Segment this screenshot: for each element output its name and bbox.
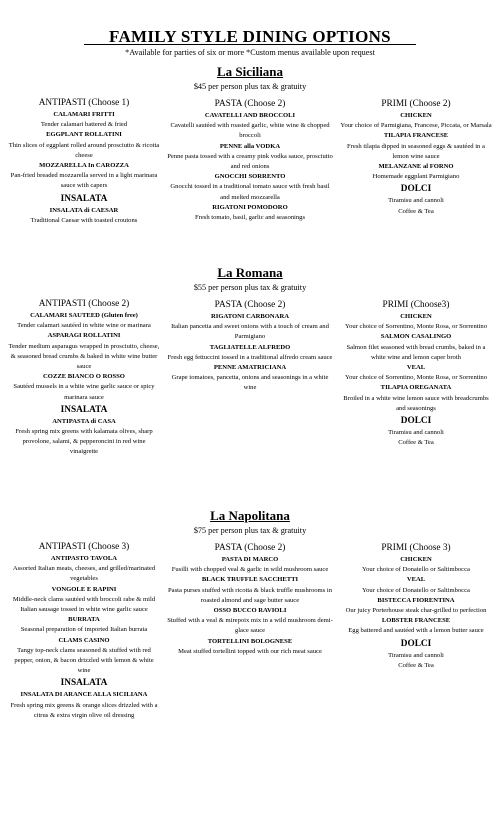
dish-name: ANTIPASTA di CASA <box>52 417 116 425</box>
dish-description: Fusilli with chopped veal & garlic in wild mushroom sauce <box>171 566 329 574</box>
dish-description: Middle-neck clams sautéed with broccoli rabe & mild Italian sausage tossed in white wine garlic sauce <box>12 595 156 614</box>
menu-column <box>8 298 160 458</box>
course-heading: PASTA (Choose 2) <box>214 99 286 109</box>
sub-course-heading: DOLCI <box>400 638 432 649</box>
dish-description: Gnocchi tossed in a traditional tomato sauce with fresh basil and melted mozzarella <box>170 183 330 201</box>
course-heading: ANTIPASTI (Choose 2) <box>38 299 130 309</box>
dish-description: Fresh spring mix greens with kalamata olives, sharp provolone, salami, & pepperoncini in red wine vinaigrette <box>15 428 153 456</box>
dish-description: Grape tomatoes, pancetta, onions and seasonings in a white wine <box>171 374 329 392</box>
dish-name: MOZZARELLA In CAROZZA <box>39 162 129 170</box>
dish-description: Your choice of Sorrentino, Monte Rosa, or Sorrentino <box>345 374 487 382</box>
dish-description: Coffee & Tea <box>398 439 434 447</box>
dish-description: Italian pancetta and sweet onions with a touch of cream and Parmigiano <box>171 323 329 341</box>
dish-name: PASTA DI MARCO <box>221 556 279 563</box>
menu-header <box>0 0 500 58</box>
menu-column <box>340 542 492 671</box>
dish-description: Tangy top-neck clams seasoned & stuffed with red pepper, onion, & bacon drizzled with lemon & white wine <box>14 646 154 675</box>
dish-name: TILAPIA OREGANATA <box>380 384 452 392</box>
dish-name: CLAMS CASINO <box>58 636 110 644</box>
dish-name: PENNE AMATRICIANA <box>213 364 287 372</box>
dish-name: OSSO BUCCO RAVIOLI <box>213 607 287 615</box>
dish-description: Meat stuffed tortellini topped with our rich meat sauce <box>178 647 322 655</box>
dish-description: Tiramisu and cannoli <box>388 651 444 659</box>
sub-course-heading: INSALATA <box>60 404 108 415</box>
dish-name: TAGLIATELLE ALFREDO <box>209 343 291 351</box>
dish-name: BURRATA <box>68 616 100 624</box>
dish-description: Fresh egg fettuccini tossed in a traditional alfredo cream sauce <box>167 353 333 361</box>
menu-column <box>166 542 334 657</box>
dish-name: CHICKEN <box>400 112 432 119</box>
menu-column <box>166 98 334 223</box>
section-price: $75 per person plus tax & gratuity <box>193 526 307 535</box>
dish-description: Pan-fried breaded mozzarella served in a light marinara sauce with capers <box>10 172 158 190</box>
dish-description: Tender calamari sautéed in white wine or marinara <box>17 322 151 330</box>
dish-name: TORTELLINI BOLOGNESE <box>207 637 293 645</box>
course-heading: PASTA (Choose 2) <box>214 300 286 310</box>
section-price: $55 per person plus tax & gratuity <box>193 283 307 292</box>
dish-name: RIGATONI POMODORO <box>212 203 288 211</box>
dish-name: VONGOLE E RAPINI <box>51 585 117 593</box>
page-subtitle: *Available for parties of six or more *Custom menus available upon request <box>125 48 375 57</box>
dish-description: Broiled in a white wine lemon sauce with breadcrumbs and seasonings <box>343 394 489 412</box>
dish-description: Sautéed mussels in a white wine garlic sauce or spicy marinara sauce <box>13 383 155 401</box>
menu-column <box>340 299 492 448</box>
menu-column <box>166 299 334 394</box>
dish-description: Your choice of Donatello or Saltimbocca <box>362 566 470 574</box>
dish-name: TILAPIA FRANCESE <box>383 132 449 140</box>
dish-name: ANTIPASTO TAVOLA <box>50 555 118 562</box>
course-heading: PRIMI (Choose 2) <box>381 99 451 109</box>
dish-description: Pasta purses stuffed with ricotta & black truffle mushrooms in roasted almond and sage butter sauce <box>167 586 333 604</box>
dish-description: Tender calamari battered & fried <box>40 121 128 129</box>
menu-column <box>8 541 160 721</box>
dish-name: INSALATA di CAESAR <box>49 206 119 214</box>
sub-course-heading: DOLCI <box>400 184 432 195</box>
dish-description: Thin slices of eggplant rolled around prosciutto & ricotta cheese <box>8 141 160 159</box>
dish-name: CAVATELLI AND BROCCOLI <box>204 112 296 119</box>
dish-description: Coffee & Tea <box>398 661 434 669</box>
section-title: La Romana <box>217 265 283 280</box>
dish-name: EGGPLANT ROLLATINI <box>46 131 122 139</box>
sub-course-heading: DOLCI <box>400 416 432 427</box>
dish-description: Assorted Italian meats, cheeses, and grilled/marinated vegetables <box>12 565 156 583</box>
dish-description: Egg battered and sautéed with a lemon butter sauce <box>348 627 484 635</box>
dish-description: Fresh tilapia dipped in seasoned eggs & sautéed in a lemon wine sauce <box>347 142 485 160</box>
dish-name: RIGATONI CARBONARA <box>211 313 289 320</box>
dish-description: Fresh spring mix greens & orange slices drizzled with a citrus & extra virgin olive oil dressing <box>10 701 158 719</box>
dish-description: Tiramisu and cannoli <box>388 197 444 205</box>
dish-description: Your choice of Sorrentino, Monte Rosa, or Sorrentino <box>345 323 487 331</box>
course-heading: ANTIPASTI (Choose 1) <box>38 98 130 108</box>
dish-description: Tender medium asparagus wrapped in prosciutto, cheese, & seasoned bread crumbs & baked in white wine butter sauce <box>8 342 160 371</box>
dish-description: Your choice of Parmigiana, Francese, Piccata, or Marsala <box>340 122 492 130</box>
dish-description: Cavatelli sautéed with roasted garlic, white wine & chopped broccoli <box>170 122 330 140</box>
dish-name: CALAMARI FRITTI <box>53 111 115 118</box>
dish-description: Our juicy Porterhouse steak char-grilled to perfection <box>345 607 487 615</box>
section-title: La Siciliana <box>216 64 284 79</box>
dish-description: Penne pasta tossed with a creamy pink vodka sauce, prosciutto and red onions <box>167 152 333 171</box>
dish-description: Your choice of Donatello or Saltimbocca <box>362 586 470 594</box>
dish-name: SALMON CASALINGO <box>380 333 452 341</box>
dish-description: Fresh tomato, basil, garlic and seasonings <box>194 214 306 222</box>
dish-description: Tiramisu and cannoli <box>388 429 444 437</box>
dish-name: COZZE BIANCO O ROSSO <box>43 373 125 381</box>
course-heading: PRIMI (Choose 3) <box>381 543 451 553</box>
section-price: $45 per person plus tax & gratuity <box>193 82 307 91</box>
dish-name: CHICKEN <box>400 556 432 563</box>
dish-name: BLACK TRUFFLE SACCHETTI <box>201 576 299 584</box>
section-title: La Napolitana <box>210 508 290 523</box>
dish-description: Stuffed with a veal & mirepoix mix in a wild mushroom demi-glace sauce <box>167 617 333 635</box>
course-heading: ANTIPASTI (Choose 3) <box>38 542 130 552</box>
dish-name: LOBSTER FRANCESE <box>381 617 451 625</box>
menu-column <box>8 97 160 226</box>
dish-description: Traditional Caesar with toasted croutons <box>30 216 138 224</box>
dish-description: Homemade eggplant Parmigiano <box>372 173 460 181</box>
dish-description: Coffee & Tea <box>398 207 434 215</box>
dish-description: Seasonal preparation of imported Italian burrata <box>20 626 148 634</box>
sub-course-heading: INSALATA <box>60 678 108 689</box>
dish-name: VEAL <box>406 364 426 372</box>
dish-name: VEAL <box>406 576 426 584</box>
dish-name: CALAMARI SAUTEED (Gluten free) <box>30 312 138 319</box>
dish-name: PENNE alla VODKA <box>219 142 281 150</box>
dish-name: INSALATA DI ARANCE ALLA SICILIANA <box>20 691 148 699</box>
dish-name: BISTECCA FIORENTINA <box>377 596 455 604</box>
course-heading: PASTA (Choose 2) <box>214 543 286 553</box>
dish-name: ASPARAGI ROLLATINI <box>47 332 121 340</box>
course-heading: PRIMI (Choose3) <box>382 300 450 310</box>
dish-name: MELANZANE al FORNO <box>378 163 454 171</box>
dish-description: Salmon filet seasoned with bread crumbs, baked in a white wine and lemon caper broth <box>346 343 486 361</box>
page-title: FAMILY STYLE DINING OPTIONS <box>109 27 391 46</box>
title-divider <box>84 44 416 45</box>
dish-name: CHICKEN <box>400 313 432 320</box>
menu-column <box>340 98 492 217</box>
dish-name: GNOCCHI SORRENTO <box>214 173 286 181</box>
sub-course-heading: INSALATA <box>60 193 108 204</box>
